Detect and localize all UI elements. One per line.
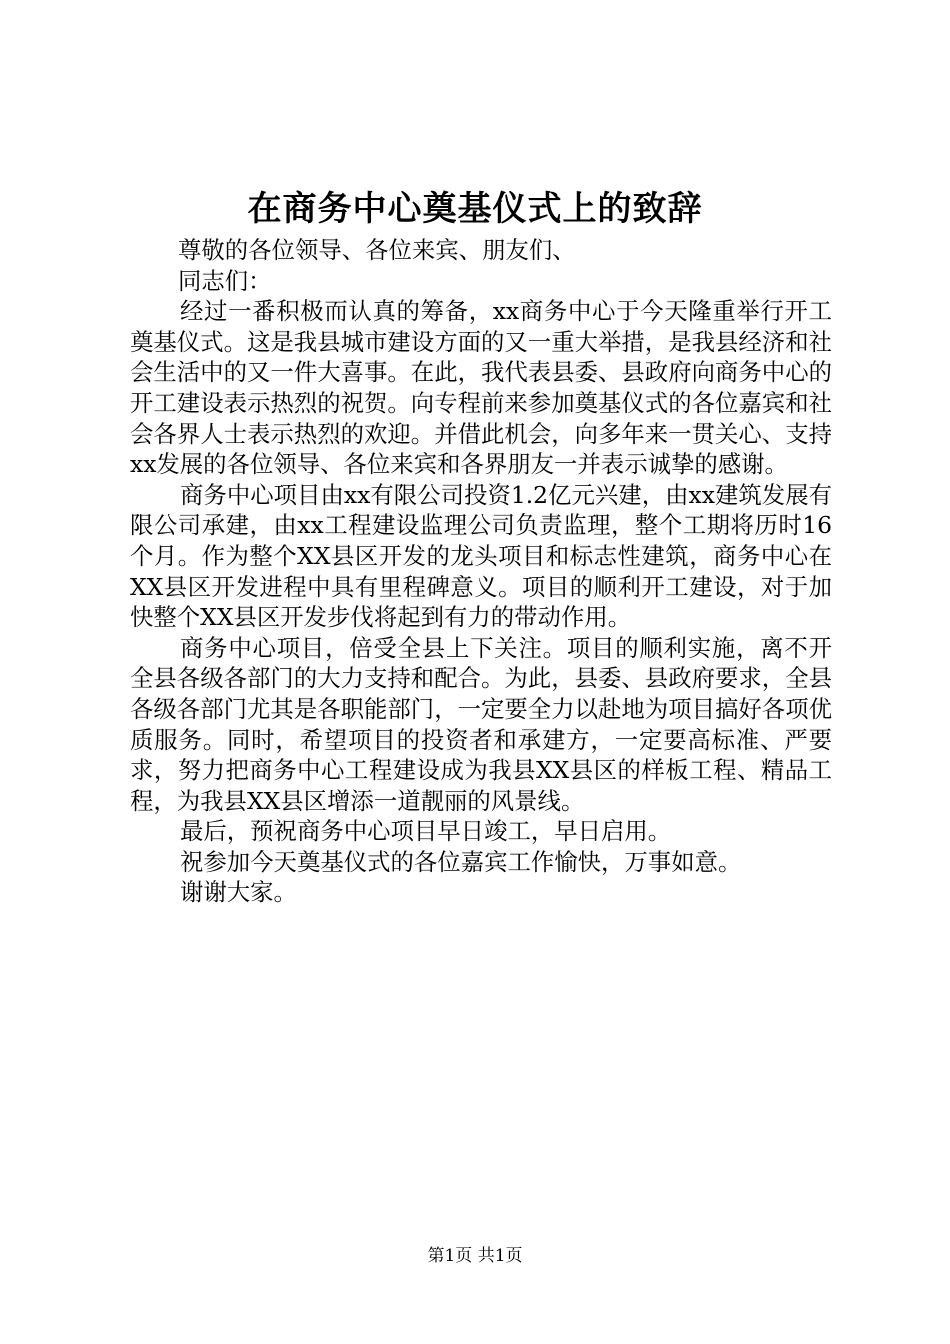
page-number-footer: 第1页 共1页	[427, 1246, 523, 1266]
paragraph-1: 经过一番积极而认真的筹备，xx商务中心于今天隆重举行开工奠基仪式。这是我县城市建设方面的又一重大举措，是我县经济和社会生活中的又一件大喜事。在此，我代表县委、县政府向商务中心的开工建设表示热烈的祝贺。向专程前来参加奠基仪式的各位嘉宾和社会各界人士表示热烈的欢迎。并借此机会，向多年来一贯关心、支持xx发展的各位领导、各位来宾和各界朋友一并表示诚挚的感谢。	[130, 297, 832, 479]
paragraph-4: 最后，预祝商务中心项目早日竣工，早日启用。	[180, 817, 672, 846]
paragraph-3: 商务中心项目，倍受全县上下关注。项目的顺利实施，离不开全县各级各部门的大力支持和配合。为此，县委、县政府要求，全县各级各部门尤其是各职能部门，一定要全力以赴地为项目搞好各项优质服务。同时，希望项目的投资者和承建方，一定要高标准、严要求，努力把商务中心工程建设成为我县XX县区的样板工程、精品工程，为我县XX县区增添一道靓丽的风景线。	[130, 633, 832, 815]
salutation-line-2: 同志们：	[178, 266, 272, 295]
paragraph-6: 谢谢大家。	[180, 878, 297, 907]
salutation-line-1: 尊敬的各位领导、各位来宾、朋友们、	[178, 236, 576, 264]
paragraph-5: 祝参加今天奠基仪式的各位嘉宾工作愉快，万事如意。	[180, 847, 742, 876]
paragraph-2: 商务中心项目由xx有限公司投资1.2亿元兴建，由xx建筑发展有限公司承建，由xx工程建设监理公司负责监理，整个工期将历时16个月。作为整个XX县区开发的龙头项目和标志性建筑，商务中心在XX县区开发进程中具有里程碑意义。项目的顺利开工建设，对于加快整个XX县区开发步伐将起到有力的带动作用。	[130, 480, 832, 632]
document-body	[130, 235, 832, 908]
document-title: 在商务中心奠基仪式上的致辞	[247, 189, 703, 229]
